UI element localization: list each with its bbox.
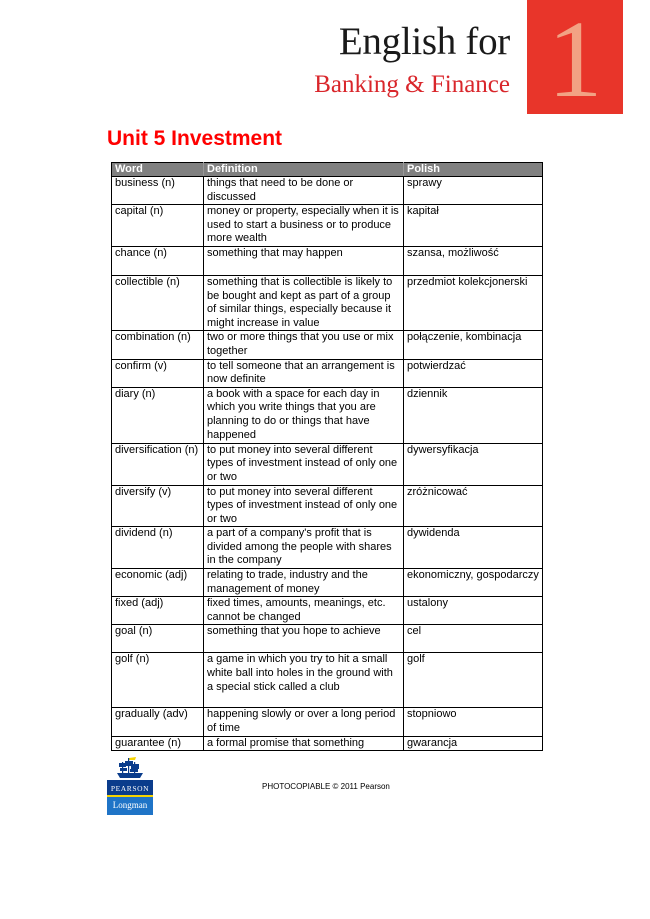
word-cell: chance (n): [112, 246, 204, 275]
definition-cell: money or property, especially when it is used to start a business or to produce more wealth: [204, 205, 404, 247]
vocabulary-table: [111, 162, 543, 751]
word-cell: collectible (n): [112, 275, 204, 330]
logo-longman-band: [107, 797, 153, 815]
table-row: [112, 653, 543, 708]
polish-cell: ekonomiczny, gospodarczy: [404, 569, 543, 597]
definition-cell: something that you hope to achieve: [204, 625, 404, 653]
word-cell: combination (n): [112, 331, 204, 359]
logo-box: [107, 780, 153, 815]
table-row: [112, 708, 543, 736]
polish-cell: cel: [404, 625, 543, 653]
definition-cell: a book with a space for each day in which you write things that you are planning to do or things that have happened: [204, 387, 404, 443]
polish-cell: stopniowo: [404, 708, 543, 736]
level-number: 1: [547, 0, 603, 120]
table-row: [112, 443, 543, 485]
word-cell: diary (n): [112, 387, 204, 443]
column-header-definition: Definition: [204, 163, 404, 177]
polish-cell: przedmiot kolekcjonerski: [404, 275, 543, 330]
word-cell: fixed (adj): [112, 597, 204, 625]
table-row: [112, 625, 543, 653]
definition-cell: a game in which you try to hit a small white ball into holes in the ground with a special stick called a club: [204, 653, 404, 708]
word-cell: confirm (v): [112, 359, 204, 387]
table-row: [112, 387, 543, 443]
table-row: [112, 205, 543, 247]
definition-cell: things that need to be done or discussed: [204, 177, 404, 205]
ship-icon: [115, 757, 145, 779]
polish-cell: zróżnicować: [404, 485, 543, 527]
definition-cell: a formal promise that something: [204, 736, 404, 751]
polish-cell: kapitał: [404, 205, 543, 247]
polish-cell: dywidenda: [404, 527, 543, 569]
definition-cell: to tell someone that an arrangement is now definite: [204, 359, 404, 387]
table-row: [112, 359, 543, 387]
word-cell: golf (n): [112, 653, 204, 708]
polish-cell: sprawy: [404, 177, 543, 205]
word-cell: capital (n): [112, 205, 204, 247]
table-header-row: [112, 163, 543, 177]
word-cell: diversification (n): [112, 443, 204, 485]
logo-longman-text: Longman: [112, 800, 148, 810]
table-row: [112, 177, 543, 205]
word-cell: diversify (v): [112, 485, 204, 527]
definition-cell: to put money into several different types of investment instead of only one or two: [204, 443, 404, 485]
definition-cell: something that is collectible is likely to be bought and kept as part of a group of similar things, especially because it might increase in value: [204, 275, 404, 330]
definition-cell: to put money into several different types of investment instead of only one or two: [204, 485, 404, 527]
pearson-longman-logo: [107, 757, 153, 815]
polish-cell: dziennik: [404, 387, 543, 443]
table-row: [112, 331, 543, 359]
brand-header: [0, 0, 650, 120]
polish-cell: ustalony: [404, 597, 543, 625]
copyright-notice: PHOTOCOPIABLE © 2011 Pearson: [262, 782, 390, 791]
definition-cell: two or more things that you use or mix together: [204, 331, 404, 359]
polish-cell: szansa, możliwość: [404, 246, 543, 275]
definition-cell: fixed times, amounts, meanings, etc. cannot be changed: [204, 597, 404, 625]
word-cell: economic (adj): [112, 569, 204, 597]
brand-title: English for: [338, 20, 510, 63]
page-title: Unit 5 Investment: [107, 127, 283, 150]
level-badge: [527, 0, 623, 120]
word-cell: gradually (adv): [112, 708, 204, 736]
logo-pearson-text: PEARSON: [110, 784, 150, 793]
table-row: [112, 736, 543, 751]
polish-cell: potwierdzać: [404, 359, 543, 387]
polish-cell: dywersyfikacja: [404, 443, 543, 485]
polish-cell: połączenie, kombinacja: [404, 331, 543, 359]
table-row: [112, 597, 543, 625]
polish-cell: golf: [404, 653, 543, 708]
table-row: [112, 527, 543, 569]
definition-cell: something that may happen: [204, 246, 404, 275]
definition-cell: a part of a company's profit that is divided among the people with shares in the company: [204, 527, 404, 569]
word-cell: business (n): [112, 177, 204, 205]
word-cell: dividend (n): [112, 527, 204, 569]
column-header-polish: Polish: [404, 163, 543, 177]
word-cell: guarantee (n): [112, 736, 204, 751]
column-header-word: Word: [112, 163, 204, 177]
brand-subtitle: Banking & Finance: [314, 71, 510, 98]
definition-cell: relating to trade, industry and the management of money: [204, 569, 404, 597]
table-row: [112, 569, 543, 597]
table-row: [112, 485, 543, 527]
word-cell: goal (n): [112, 625, 204, 653]
polish-cell: gwarancja: [404, 736, 543, 751]
definition-cell: happening slowly or over a long period of time: [204, 708, 404, 736]
table-row: [112, 275, 543, 330]
table-row: [112, 246, 543, 275]
